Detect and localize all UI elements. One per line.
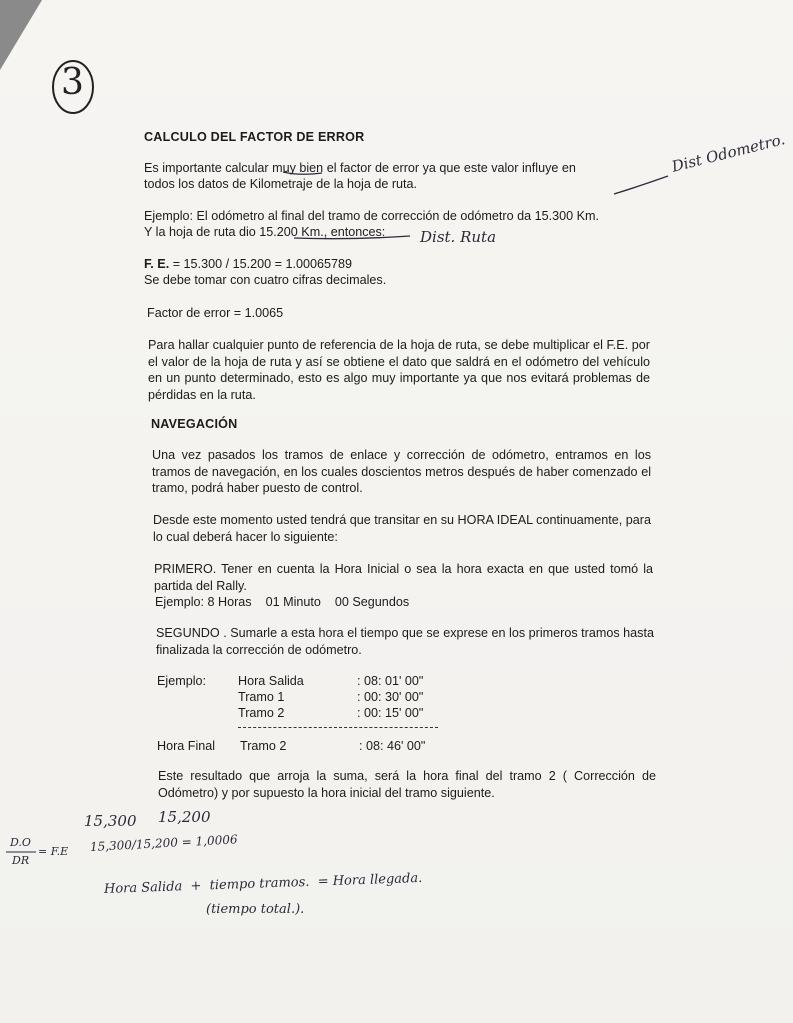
handwritten-ratio-numerator: D.O — [10, 836, 31, 849]
table-final-value: : 08: 46' 00" — [359, 739, 426, 753]
handwritten-number-2: 15,200 — [158, 808, 211, 826]
handwritten-formula-line-2: (tiempo total.). — [206, 902, 305, 917]
handwritten-dist-odometro: Dist Odometro. — [669, 130, 787, 176]
page-number: 3 — [61, 62, 84, 103]
handwritten-ratio-equals: = F.E — [38, 845, 69, 858]
table-example-label: Ejemplo: — [157, 674, 206, 688]
intro-line-1: Es importante calcular muy bien el factor de error ya que este valor influye en — [144, 161, 576, 175]
table-row-value: : 00: 30' 00" — [357, 690, 424, 704]
factor-result: Factor de error = 1.0065 — [147, 306, 284, 320]
table-row-label: Tramo 1 — [238, 690, 285, 704]
example-line-2: Y la hoja de ruta dio 15.200 Km., entonces: — [144, 225, 386, 239]
table-row-label: Tramo 2 — [238, 706, 285, 720]
example-line-1: Ejemplo: El odómetro al final del tramo de corrección de odómetro da 15.300 Km. — [144, 209, 600, 223]
paragraph-closing: Este resultado que arroja la suma, será la hora final del tramo 2 ( Corrección de Odómetro) y por supuesto la hora inicial del tramo siguiente. — [158, 769, 656, 800]
fe-label: F. E. — [144, 257, 170, 271]
paragraph-primero: PRIMERO. Tener en cuenta la Hora Inicial o sea la hora exacta en que usted tomó la partida del Rally. — [154, 562, 653, 593]
paragraph-reference: Para hallar cualquier punto de referencia de la hoja de ruta, se debe multiplicar el F.E. por el valor de la hoja de ruta y así se obtiene el dato que saldrá en el odómetro del vehículo en un punto determinado, esto es algo muy importante ya que nos evitará problemas de pérdidas en la ruta. — [148, 338, 650, 402]
paragraph-segundo: SEGUNDO . Sumarle a esta hora el tiempo que se exprese en los primeros tramos hasta finalizada la corrección de odómetro. — [156, 626, 654, 657]
handwritten-formula-line-1: Hora Salida + tiempo tramos. = Hora llegada. — [103, 870, 423, 897]
table-row-value: : 08: 01' 00" — [357, 674, 424, 688]
fe-note: Se debe tomar con cuatro cifras decimales. — [144, 273, 387, 287]
intro-line-2: todos los datos de Kilometraje de la hoja de ruta. — [144, 177, 418, 191]
paragraph-navigation: Una vez pasados los tramos de enlace y corrección de odómetro, entramos en los tramos de navegación, en los cuales doscientos metros después de haber comenzado el tramo, podrá haber puesto de control. — [152, 448, 651, 496]
fe-formula: = 15.300 / 15.200 = 1.00065789 — [169, 257, 352, 271]
table-final-tramo: Tramo 2 — [240, 739, 287, 753]
section-heading-factor-error: CALCULO DEL FACTOR DE ERROR — [144, 130, 365, 144]
handwritten-calculation: 15,300/15,200 = 1,0006 — [89, 832, 238, 854]
table-row-value: : 00: 15' 00" — [357, 706, 424, 720]
section-heading-navegacion: NAVEGACIÓN — [151, 417, 238, 431]
table-final-label: Hora Final — [157, 739, 216, 753]
handwritten-ratio-denominator: DR — [12, 854, 30, 867]
handwritten-dist-ruta: Dist. Ruta — [420, 228, 497, 246]
primero-example: Ejemplo: 8 Horas 01 Minuto 00 Segundos — [155, 595, 410, 609]
handwritten-number-1: 15,300 — [84, 812, 137, 830]
table-row-label: Hora Salida — [238, 674, 304, 688]
paragraph-hora-ideal: Desde este momento usted tendrá que transitar en su HORA IDEAL continuamente, para lo cual deberá hacer lo siguiente: — [153, 513, 651, 544]
